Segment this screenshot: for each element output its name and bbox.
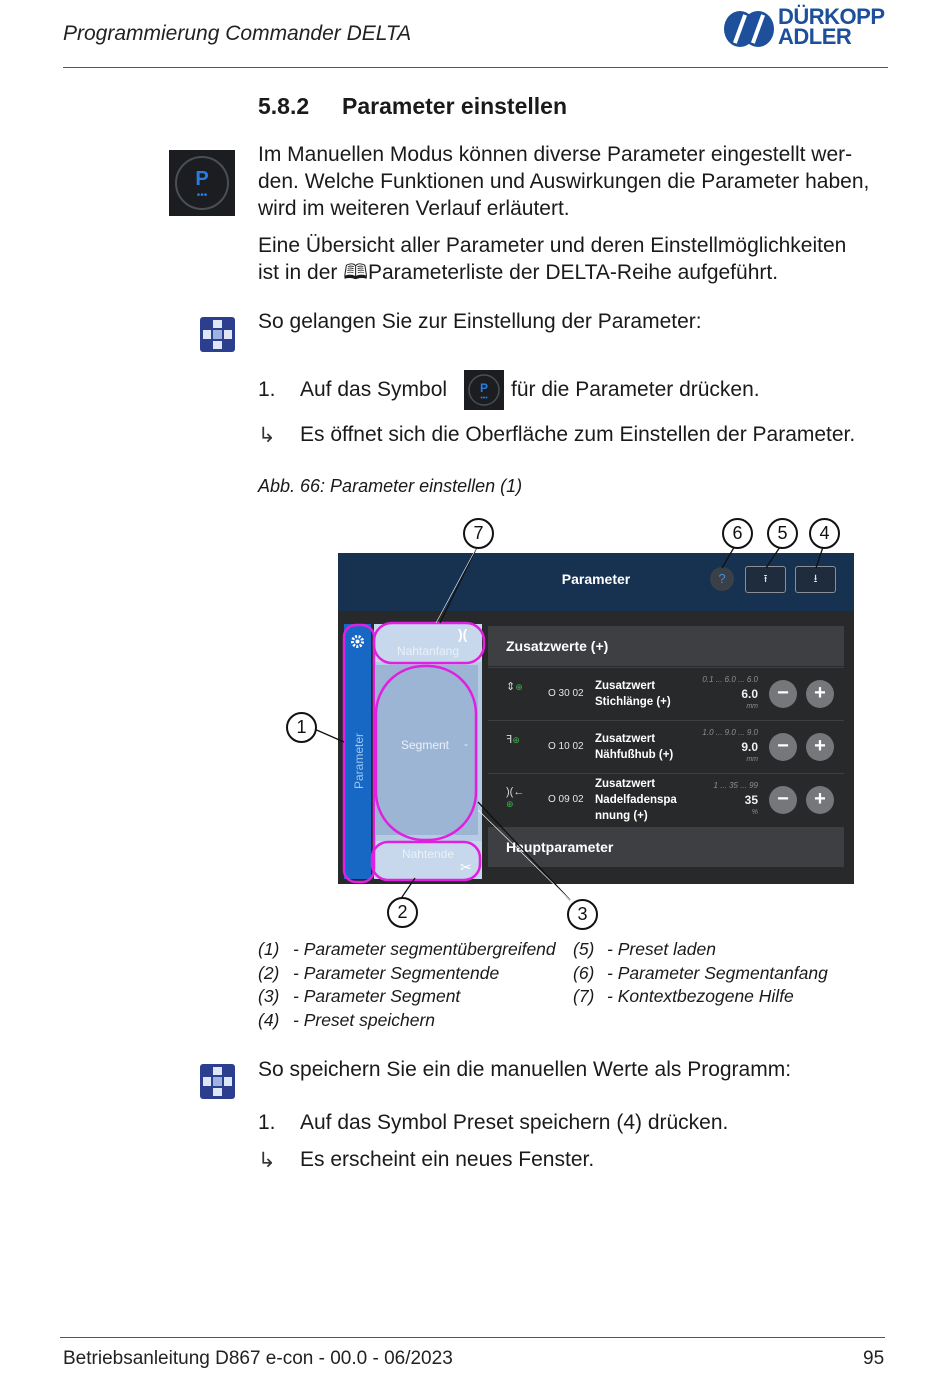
param-unit: % (751, 809, 758, 816)
para-line: Eine Übersicht aller Parameter und deren Einstellmöglichkeiten (258, 234, 847, 257)
legend-num: (5) (573, 939, 595, 959)
instruction-icon (200, 317, 235, 352)
footer-document-info: Betriebsanleitung D867 e-con - 00.0 - 06/2023 (63, 1348, 453, 1369)
section-number: 5.8.2 (258, 93, 310, 119)
param-value: 35 (744, 793, 758, 807)
step-number: 1. (258, 1111, 276, 1134)
svg-text:•••: ••• (196, 190, 208, 201)
footer-rule (60, 1337, 885, 1338)
param-code: O 10 02 (548, 741, 584, 752)
legend-num: (3) (258, 986, 280, 1006)
decrease-button[interactable]: − (769, 680, 797, 708)
stitch-length-icon: ⇕⊕ (506, 681, 523, 693)
param-code: O 30 02 (548, 688, 584, 699)
callout-1: 1 (286, 712, 317, 743)
param-name-line: Zusatzwert (595, 733, 656, 745)
param-name-line: Nadelfadenspa (595, 794, 677, 806)
param-range: 1 ... 35 ... 99 (713, 781, 758, 790)
group-title: Hauptparameter (506, 839, 614, 855)
decrease-button[interactable]: − (769, 733, 797, 761)
param-name-line: Nähfußhub (+) (595, 749, 674, 761)
legend-num: (6) (573, 963, 595, 983)
segment-start-label: Nahtanfang (396, 644, 460, 658)
segment-end-label: Nahtende (401, 847, 455, 861)
param-name-line: Stichlänge (+) (595, 696, 671, 708)
figure-annotations (280, 510, 620, 930)
param-value: 9.0 (741, 740, 758, 754)
instruction-icon (200, 1064, 235, 1099)
legend-num: (4) (258, 1010, 280, 1030)
legend-text: - Parameter Segmentende (293, 963, 500, 983)
callout-3: 3 (567, 899, 598, 930)
step-number: 1. (258, 378, 276, 401)
section-title: Parameter einstellen (342, 93, 568, 119)
legend-num: (2) (258, 963, 280, 983)
param-unit: mm (746, 703, 758, 710)
step-text: Auf das Symbol Preset speichern (4) drücken. (300, 1111, 729, 1134)
legend-text: - Kontextbezogene Hilfe (607, 986, 794, 1006)
para-line: wird im weiteren Verlauf erläutert. (258, 197, 570, 220)
callout-6: 6 (722, 518, 753, 549)
param-unit: mm (746, 756, 758, 763)
callout-7: 7 (463, 518, 494, 549)
step-text-before: Auf das Symbol (300, 378, 448, 401)
thread-tension-icon: )(← ⊕ (506, 786, 525, 809)
logo-line-2: ADLER (778, 24, 852, 49)
para-line: den. Welche Funktionen und Auswirkungen die Parameter haben, (258, 170, 870, 193)
legend-text: - Parameter segmentübergreifend (293, 939, 556, 959)
preset-load-button[interactable]: ⭱ (745, 566, 786, 593)
legend-text: - Parameter Segment (293, 986, 461, 1006)
legend-text: - Parameter Segmentanfang (607, 963, 828, 983)
legend-num: (7) (573, 986, 595, 1006)
brand-logo-icon (722, 8, 774, 50)
parameter-p-icon-inline (464, 370, 504, 410)
preset-save-button[interactable]: ⭳ (795, 566, 836, 593)
param-value: 6.0 (741, 687, 758, 701)
header-rule (63, 67, 888, 68)
reference-paragraph (258, 232, 888, 286)
sidebar-label: Parameter (352, 732, 366, 790)
header-title: Programmierung Commander DELTA (63, 22, 412, 45)
legend-text: - Preset laden (607, 939, 716, 959)
param-name-line: Zusatzwert (595, 778, 656, 790)
para-line: ist in der 🕮Parameterliste der DELTA-Reihe aufgeführt. (258, 261, 779, 284)
legend-num: (1) (258, 939, 280, 959)
screen-title: Parameter (561, 571, 631, 587)
instruction-intro-1: So gelangen Sie zur Einstellung der Parameter: (258, 310, 702, 333)
legend-text: - Preset speichern (293, 1010, 436, 1030)
svg-text:P: P (479, 381, 489, 395)
callout-4: 4 (809, 518, 840, 549)
step-text-after: für die Parameter drücken. (511, 378, 760, 401)
figure-caption: Abb. 66: Parameter einstellen (1) (258, 476, 523, 496)
result-arrow-icon: ↳ (258, 424, 276, 447)
foot-lift-icon: ꟻ⊕ (506, 734, 520, 746)
svg-text:•••: ••• (480, 395, 488, 402)
decrease-button[interactable]: − (769, 786, 797, 814)
param-name-line: nnung (+) (595, 810, 648, 822)
step-result: Es erscheint ein neues Fenster. (300, 1148, 595, 1171)
param-range: 1.0 ... 9.0 ... 9.0 (702, 728, 758, 737)
help-button[interactable]: ? (710, 567, 734, 591)
parameter-p-icon (169, 150, 235, 216)
instruction-intro-2: So speichern Sie ein die manuellen Werte als Programm: (258, 1058, 792, 1081)
brand-logo-text (778, 4, 885, 49)
page-number: 95 (863, 1348, 885, 1369)
increase-button[interactable]: + (806, 733, 834, 761)
segment-mark: - (464, 737, 468, 751)
param-name-line: Zusatzwert (595, 680, 656, 692)
group-title: Zusatzwerte (+) (506, 638, 609, 654)
increase-button[interactable]: + (806, 786, 834, 814)
seam-start-icon: )( (458, 626, 468, 642)
segment-label: Segment (400, 738, 450, 752)
param-code: O 09 02 (548, 794, 584, 805)
para-line: Im Manuellen Modus können diverse Parameter eingestellt wer- (258, 143, 853, 166)
logo-line-1: DÜRKOPP (778, 4, 885, 29)
increase-button[interactable]: + (806, 680, 834, 708)
param-range: 0.1 ... 6.0 ... 6.0 (702, 675, 758, 684)
step-result: Es öffnet sich die Oberfläche zum Einstellen der Parameter. (300, 423, 856, 446)
result-arrow-icon: ↳ (258, 1149, 276, 1172)
callout-5: 5 (767, 518, 798, 549)
callout-2: 2 (387, 897, 418, 928)
intro-paragraph (258, 141, 888, 222)
svg-text:P: P (195, 168, 209, 190)
scissors-icon: ✂ (460, 859, 472, 875)
